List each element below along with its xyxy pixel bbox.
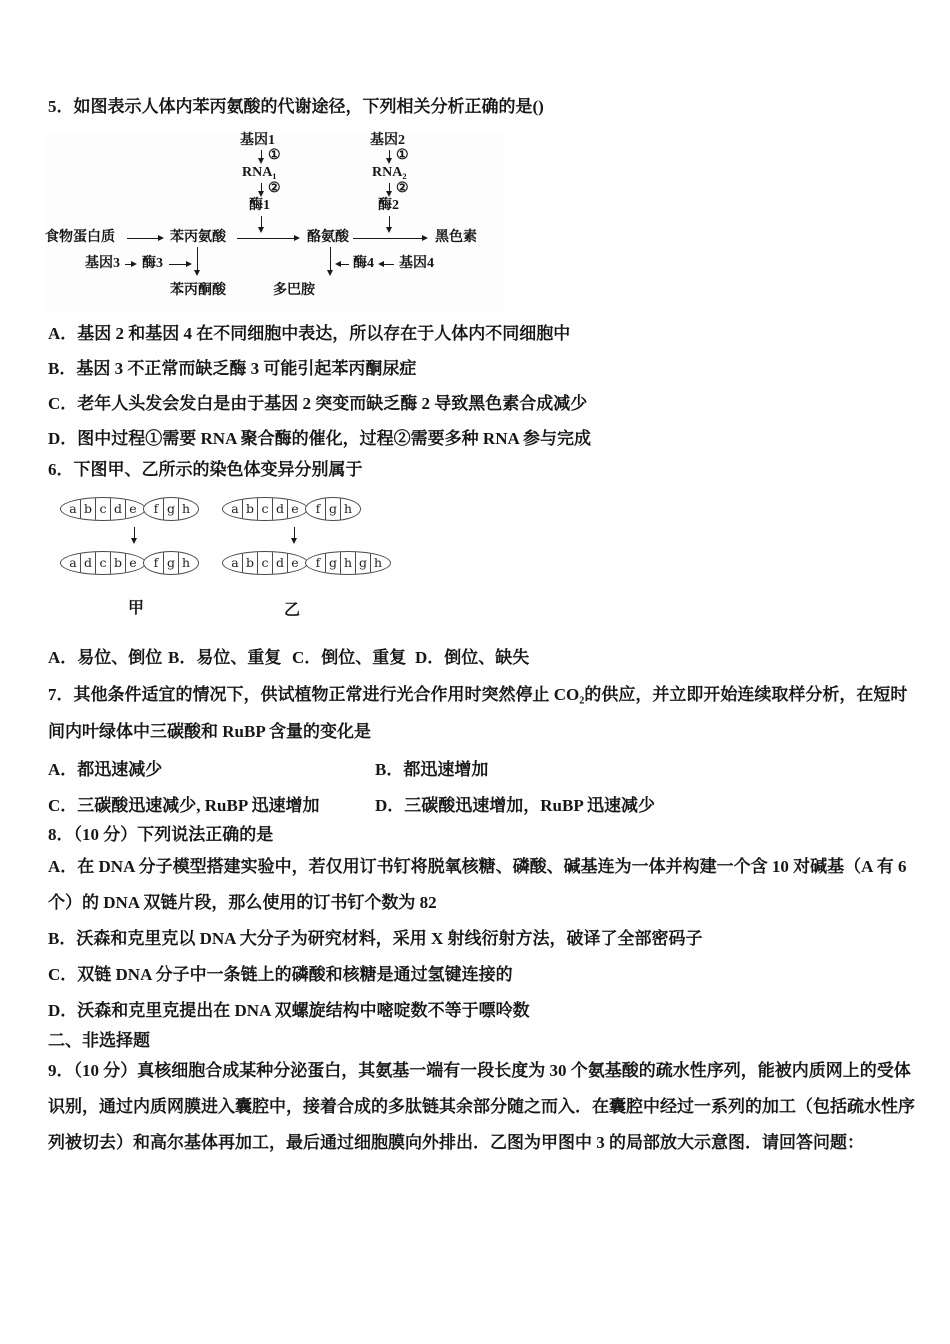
- food-protein-label: 食物蛋白质: [45, 230, 115, 245]
- right-arrow-icon: [127, 238, 161, 239]
- q5-stem: 5．如图表示人体内苯丙氨酸的代谢途径，下列相关分析正确的是(): [48, 97, 544, 116]
- q7-option-c: C．三碳酸迅速减少, RuBP 迅速增加: [48, 796, 320, 815]
- chromosome-segment: h: [341, 552, 356, 574]
- q5-pathway-figure: [45, 133, 505, 311]
- chromosome-segment: b: [81, 498, 96, 520]
- phenylpyruvate-label: 苯丙酮酸: [170, 283, 226, 298]
- figure-label-yi: 乙: [284, 602, 301, 619]
- right-arrow-icon: [237, 238, 297, 239]
- chromosome-segment: c: [96, 498, 111, 520]
- q7-stem-line: 间内叶绿体中三碳酸和 RuBP 含量的变化是: [48, 722, 372, 741]
- process2-label: ②: [396, 181, 409, 196]
- chromosome-segment: h: [373, 555, 383, 570]
- chromosome-segment: g: [356, 552, 371, 574]
- chromosome-segment: h: [181, 501, 191, 516]
- enzyme1-label: 酶1: [249, 198, 270, 213]
- q6-option-c: C．倒位、重复: [292, 648, 407, 667]
- chromosome-arm: [143, 551, 199, 575]
- chromosome-segment: d: [273, 498, 288, 520]
- down-arrow-icon: [261, 216, 262, 230]
- chromosome-segment: f: [149, 552, 164, 574]
- chromosome-segment: a: [228, 498, 243, 520]
- left-arrow-icon: [338, 264, 349, 265]
- chromosome-segment: h: [181, 555, 191, 570]
- chromosome-segment: d: [81, 552, 96, 574]
- enzyme4-label: 酶4: [353, 256, 374, 271]
- chromosome-segment: a: [66, 498, 81, 520]
- chromosome-segment: b: [243, 498, 258, 520]
- down-arrow-icon: [389, 150, 390, 161]
- q6-option-d: D．倒位、缺失: [415, 648, 530, 667]
- q7-option-d: D．三碳酸迅速增加，RuBP 迅速减少: [375, 796, 656, 815]
- q8-option-c: C．双链 DNA 分子中一条链上的磷酸和核糖是通过氢键连接的: [48, 965, 513, 984]
- q6-option-a: A．易位、倒位: [48, 648, 163, 667]
- chromosome-segment: c: [258, 552, 273, 574]
- chromosome-arm: [305, 551, 391, 575]
- process1-label: ①: [396, 148, 409, 163]
- chromosome-segment: d: [111, 498, 126, 520]
- chromosome: [222, 551, 391, 575]
- chromosome-arm: [143, 497, 199, 521]
- q5-options: [48, 316, 591, 456]
- chromosome: [222, 497, 361, 521]
- q5-option-c: C．老年人头发会发白是由于基因 2 突变而缺乏酶 2 导致黑色素合成减少: [48, 394, 588, 413]
- tyrosine-label: 酪氨酸: [307, 230, 349, 245]
- q6-options: [48, 645, 902, 671]
- q7-stem: [48, 676, 907, 750]
- chromosome-arm: [60, 497, 146, 521]
- down-arrow-icon: [389, 216, 390, 230]
- q9-line: 列被切去）和高尔基体再加工，最后通过细胞膜向外排出．乙图为甲图中 3 的局部放大示意图．请回答问题：: [48, 1133, 864, 1152]
- chromosome-segment: e: [129, 555, 137, 570]
- phenylalanine-label: 苯丙氨酸: [170, 230, 226, 245]
- down-arrow-icon: [134, 527, 135, 541]
- chromosome-segment: c: [96, 552, 111, 574]
- chromosome-segment: a: [228, 552, 243, 574]
- q9-line: 9．（10 分）真核细胞合成某种分泌蛋白，其氨基一端有一段长度为 30 个氨基酸的疏水性序列，能被内质网上的受体: [48, 1061, 911, 1080]
- q9-stem: [48, 1053, 915, 1161]
- right-arrow-icon: [169, 264, 189, 265]
- rna1-label: RNA₁: [242, 165, 277, 180]
- q5-option-b: B．基因 3 不正常而缺乏酶 3 可能引起苯丙酮尿症: [48, 359, 417, 378]
- q7-options: [48, 752, 902, 824]
- chromosome-segment: f: [149, 498, 164, 520]
- chromosome-segment: g: [326, 498, 341, 520]
- down-arrow-icon: [197, 247, 198, 273]
- chromosome-segment: d: [273, 552, 288, 574]
- figure-label-jia: 甲: [128, 600, 145, 617]
- right-arrow-icon: [125, 264, 134, 265]
- section2-title: 二、非选择题: [48, 1031, 150, 1050]
- chromosome-segment: h: [343, 501, 353, 516]
- down-arrow-icon: [330, 247, 331, 273]
- q7-option-b: B．都迅速增加: [375, 760, 489, 779]
- chromosome-segment: g: [164, 552, 179, 574]
- down-arrow-icon: [389, 183, 390, 194]
- process2-label: ②: [268, 181, 281, 196]
- chromosome-arm: [60, 551, 146, 575]
- q8-option-d: D．沃森和克里克提出在 DNA 双螺旋结构中嘧啶数不等于嘌呤数: [48, 1001, 530, 1020]
- gene3-label: 基因3: [85, 256, 120, 271]
- chromosome-segment: a: [66, 552, 81, 574]
- chromosome-segment: e: [291, 501, 299, 516]
- q6-stem: 6．下图甲、乙所示的染色体变异分别属于: [48, 460, 363, 479]
- gene4-label: 基因4: [399, 256, 434, 271]
- rna2-label: RNA₂: [372, 165, 407, 180]
- q7-option-a: A．都迅速减少: [48, 760, 163, 779]
- down-arrow-icon: [261, 183, 262, 194]
- enzyme2-label: 酶2: [378, 198, 399, 213]
- down-arrow-icon: [294, 527, 295, 541]
- q9-line: 识别，通过内质网膜进入囊腔中，接着合成的多肽链其余部分随之而入．在囊腔中经过一系列的加工（包括疏水性序: [48, 1097, 915, 1116]
- left-arrow-icon: [381, 264, 394, 265]
- chromosome-segment: g: [326, 552, 341, 574]
- q8-option-b: B．沃森和克里克以 DNA 大分子为研究材料，采用 X 射线衍射方法，破译了全部密码子: [48, 929, 703, 948]
- chromosome-segment: e: [129, 501, 137, 516]
- q8-option-a-line2: 个）的 DNA 双链片段，那么使用的订书钉个数为 82: [48, 893, 437, 912]
- gene2-label: 基因2: [370, 133, 405, 148]
- q8-options: [48, 849, 907, 1029]
- q6-option-b: B．易位、重复: [168, 648, 282, 667]
- dopamine-label: 多巴胺: [273, 283, 315, 298]
- chromosome-segment: b: [111, 552, 126, 574]
- q5-option-d: D．图中过程①需要 RNA 聚合酶的催化，过程②需要多种 RNA 参与完成: [48, 429, 592, 448]
- q8-stem: 8．（10 分）下列说法正确的是: [48, 825, 274, 844]
- chromosome-segment: c: [258, 498, 273, 520]
- chromosome-segment: g: [164, 498, 179, 520]
- process1-label: ①: [268, 148, 281, 163]
- chromosome-segment: e: [291, 555, 299, 570]
- melanin-label: 黑色素: [435, 230, 477, 245]
- chromosome-group-jia: [60, 497, 220, 632]
- chromosome: [60, 497, 199, 521]
- q6-chromosome-figure: [55, 497, 475, 632]
- right-arrow-icon: [353, 238, 425, 239]
- chromosome: [60, 551, 199, 575]
- chromosome-segment: f: [311, 552, 326, 574]
- down-arrow-icon: [261, 150, 262, 161]
- chromosome-arm: [222, 551, 308, 575]
- q7-stem-line: 7．其他条件适宜的情况下，供试植物正常进行光合作用时突然停止 CO₂的供应，并立即开始连续取样分析，在短时: [48, 685, 908, 704]
- gene1-label: 基因1: [240, 133, 275, 148]
- chromosome-arm: [305, 497, 361, 521]
- enzyme3-label: 酶3: [142, 256, 163, 271]
- chromosome-segment: b: [243, 552, 258, 574]
- q8-option-a-line1: A．在 DNA 分子模型搭建实验中，若仅用订书钉将脱氧核糖、磷酸、碱基连为一体并构建一个含 10 对碱基（A 有 6: [48, 857, 907, 876]
- chromosome-segment: f: [311, 498, 326, 520]
- chromosome-arm: [222, 497, 308, 521]
- chromosome-group-yi: [222, 497, 412, 632]
- q5-option-a: A．基因 2 和基因 4 在不同细胞中表达，所以存在于人体内不同细胞中: [48, 324, 571, 343]
